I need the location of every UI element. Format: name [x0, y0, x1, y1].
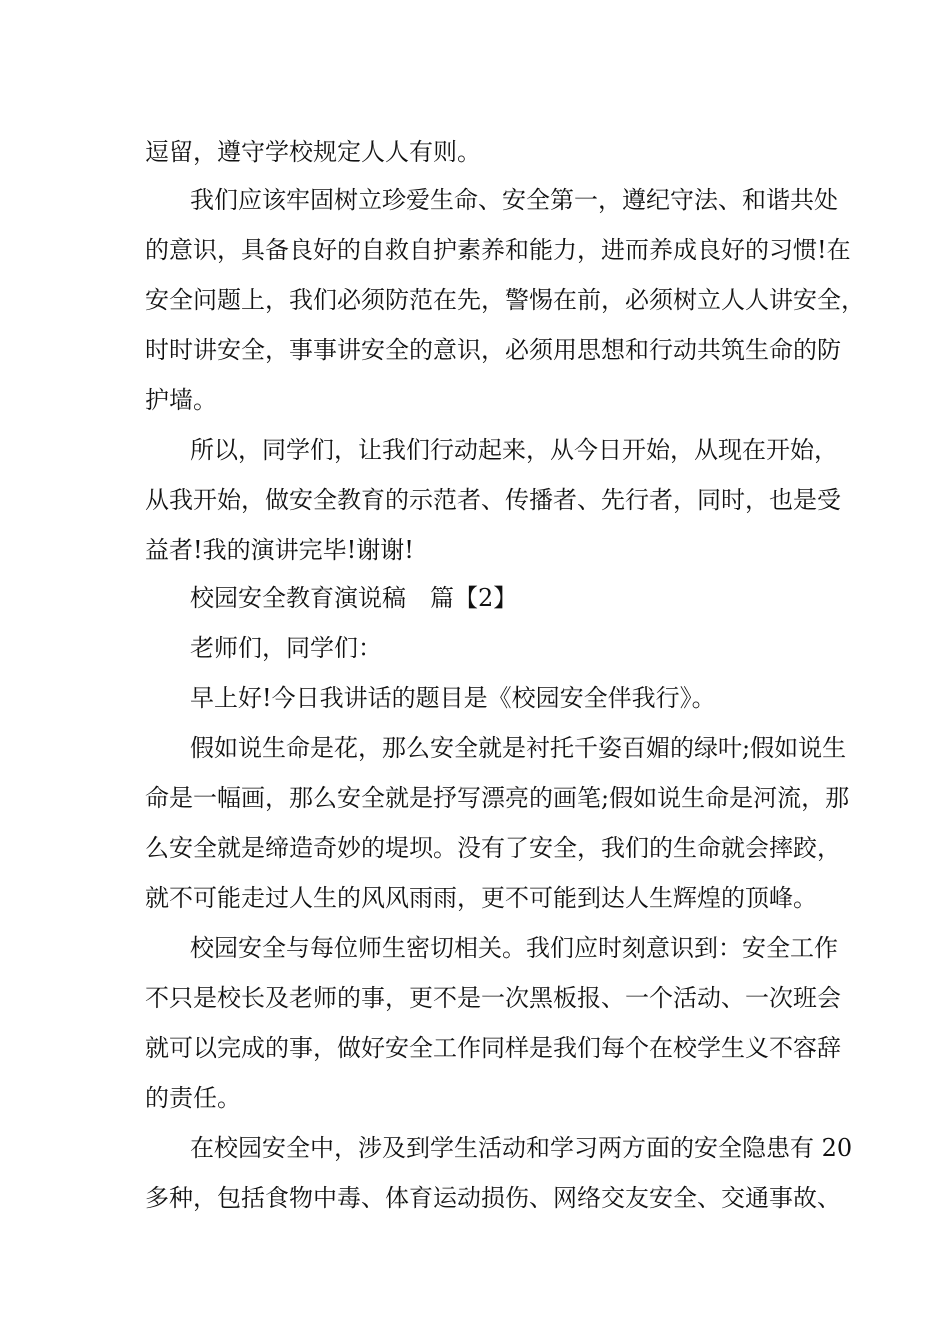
text-line: 在校园安全中，涉及到学生活动和学习两方面的安全隐患有 20 — [190, 1134, 853, 1162]
text-line: 护墙。 — [145, 386, 217, 414]
text-line: 从我开始，做安全教育的示范者、传播者、先行者，同时，也是受 — [145, 486, 841, 514]
salutation: 老师们，同学们： — [190, 634, 382, 662]
text-line: 益者!我的演讲完毕!谢谢! — [145, 536, 414, 564]
text-line: 就不可能走过人生的风风雨雨，更不可能到达人生辉煌的顶峰。 — [145, 884, 817, 912]
text-line: 所以，同学们，让我们行动起来，从今日开始，从现在开始， — [190, 436, 838, 464]
text-line: 么安全就是缔造奇妙的堤坝。没有了安全，我们的生命就会摔跤， — [145, 834, 841, 862]
text-line: 逗留，遵守学校规定人人有则。 — [145, 138, 481, 166]
text-line: 早上好!今日我讲话的题目是《校园安全伴我行》。 — [190, 684, 716, 712]
text-line: 的意识，具备良好的自救自护素养和能力，进而养成良好的习惯!在 — [145, 236, 851, 264]
text-line: 多种，包括食物中毒、体育运动损伤、网络交友安全、交通事故、 — [145, 1184, 841, 1212]
text-line: 命是一幅画，那么安全就是抒写漂亮的画笔;假如说生命是河流，那 — [145, 784, 850, 812]
text-line: 安全问题上，我们必须防范在先，警惕在前，必须树立人人讲安全， — [145, 286, 865, 314]
text-line: 时时讲安全，事事讲安全的意识，必须用思想和行动共筑生命的防 — [145, 336, 841, 364]
text-line: 我们应该牢固树立珍爱生命、安全第一，遵纪守法、和谐共处 — [190, 186, 838, 214]
section-heading: 校园安全教育演说稿 篇【2】 — [190, 584, 518, 612]
text-line: 校园安全与每位师生密切相关。我们应时刻意识到：安全工作 — [190, 934, 838, 962]
text-line: 假如说生命是花，那么安全就是衬托千姿百媚的绿叶;假如说生 — [190, 734, 847, 762]
text-line: 就可以完成的事，做好安全工作同样是我们每个在校学生义不容辞 — [145, 1034, 841, 1062]
text-line: 不只是校长及老师的事，更不是一次黑板报、一个活动、一次班会 — [145, 984, 841, 1012]
text-line: 的责任。 — [145, 1084, 241, 1112]
